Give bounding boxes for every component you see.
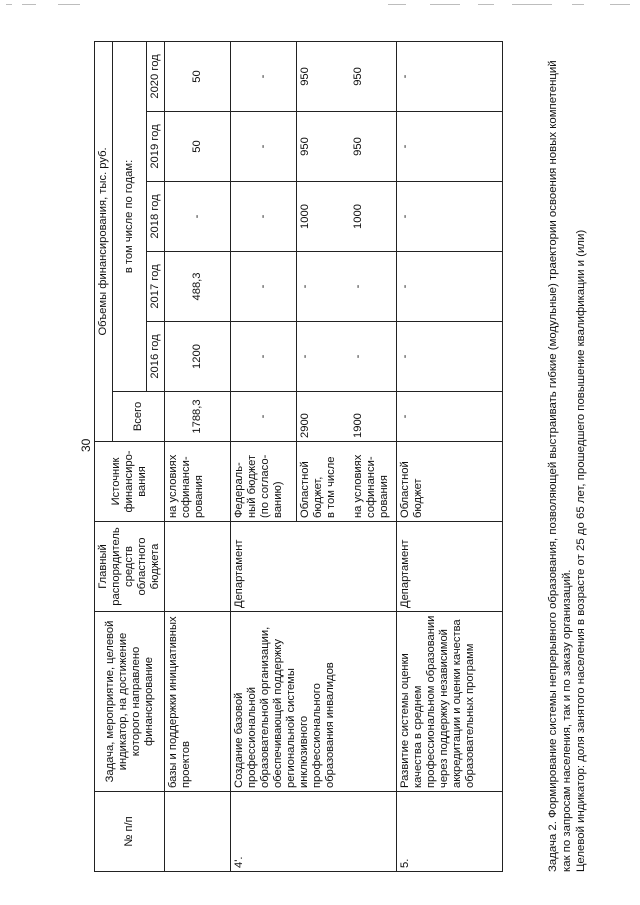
footer-text bbox=[547, 42, 588, 872]
cell-source: Областной бюджет bbox=[397, 442, 503, 522]
cell-2020-regional bbox=[297, 41, 397, 111]
table-row-5 bbox=[397, 41, 503, 871]
cell-total-regional bbox=[297, 392, 397, 442]
cell-2019: 50 bbox=[165, 112, 231, 182]
value: 950 bbox=[299, 67, 311, 86]
value: - bbox=[299, 354, 311, 359]
cell-task: Развитие системы оценки качества в среднем профессиональном образовании через поддержку независимой аккредитации и оценки качества образовательных программ bbox=[397, 612, 503, 792]
cell-2019: - bbox=[397, 112, 503, 182]
header-2016: 2016 год bbox=[147, 322, 165, 392]
cell-2020: - bbox=[231, 41, 297, 111]
header-2020: 2020 год bbox=[147, 41, 165, 111]
cell-2017-regional bbox=[297, 252, 397, 322]
page-number: 30 bbox=[79, 438, 93, 452]
source-line-3: на условиях софинанси-рования bbox=[352, 454, 390, 518]
cell-task: Создание базовой профессиональной образовательной организации, обеспечивающей поддержку региональной системы инклюзивного профессионального образования инвалидов bbox=[231, 612, 397, 792]
cell-2018: - bbox=[165, 182, 231, 252]
cell-2017: - bbox=[231, 252, 297, 322]
value: 1900 bbox=[352, 413, 364, 438]
cell-empty bbox=[165, 522, 231, 612]
value: 1000 bbox=[352, 204, 364, 229]
header-by-year: в том числе по годам: bbox=[113, 41, 147, 391]
header-manager: Главный распорядитель средств областного бюджета bbox=[95, 522, 165, 612]
cell-total: - bbox=[231, 392, 297, 442]
cell-2016: 1200 bbox=[165, 322, 231, 392]
value: 950 bbox=[352, 67, 364, 86]
header-row-1 bbox=[95, 41, 113, 871]
header-2017: 2017 год bbox=[147, 252, 165, 322]
table-row-4-federal bbox=[231, 41, 297, 871]
header-2018: 2018 год bbox=[147, 182, 165, 252]
header-volume: Объемы финансирования, тыс. руб. bbox=[95, 41, 113, 441]
cell-total: - bbox=[397, 392, 503, 442]
rotated-page-content bbox=[94, 42, 610, 872]
cell-manager: Департамент bbox=[231, 522, 397, 612]
cell-2018: - bbox=[231, 182, 297, 252]
value: 950 bbox=[352, 137, 364, 156]
cell-2019: - bbox=[231, 112, 297, 182]
value: 1000 bbox=[299, 204, 311, 229]
financing-table bbox=[94, 41, 503, 872]
cell-source: Федераль-ный бюджет (по согласо-ванию) bbox=[231, 442, 297, 522]
scan-edge-marks bbox=[0, 0, 640, 10]
source-line-2: в том числе bbox=[325, 456, 337, 518]
cell-2017: 488,3 bbox=[165, 252, 231, 322]
cell-2018: - bbox=[397, 182, 503, 252]
cell-manager: Департамент bbox=[397, 522, 503, 612]
target-indicator-text: Целевой индикатор: доля занятого населения в возрасте от 25 до 65 лет, прошедшего повышение квалификации и (или) bbox=[574, 229, 587, 872]
cell-2016: - bbox=[231, 322, 297, 392]
cell-task: базы и поддержки инициативных проектов bbox=[165, 612, 231, 792]
cell-num: 5. bbox=[397, 792, 503, 872]
value: - bbox=[299, 284, 311, 289]
cell-total: 1788,3 bbox=[165, 392, 231, 442]
cell-source: на условиях софинанси-рования bbox=[165, 442, 231, 522]
cell-2019-regional bbox=[297, 112, 397, 182]
value: - bbox=[352, 284, 364, 289]
table-row-continued bbox=[165, 41, 231, 871]
header-num: № п/п bbox=[95, 792, 165, 872]
cell-2017: - bbox=[397, 252, 503, 322]
cell-2018-regional bbox=[297, 182, 397, 252]
value: - bbox=[352, 354, 364, 359]
value: 950 bbox=[299, 137, 311, 156]
value: 2900 bbox=[299, 413, 311, 438]
cell-2016-regional bbox=[297, 322, 397, 392]
cell-source-regional bbox=[297, 442, 397, 522]
header-2019: 2019 год bbox=[147, 112, 165, 182]
source-line-1: Областной бюджет, bbox=[299, 461, 324, 518]
task-2-text: Задача 2. Формирование системы непрерывного образования, позволяющей выстраивать гибкие (модульные) траектории освоения новых компетенций как по запросам населения, так и по заказу организаций. bbox=[547, 60, 573, 872]
header-source: Источник финансиро-вания bbox=[95, 442, 165, 522]
header-task: Задача, мероприятие, целевой индикатор, на достижение которого направлено финансирование bbox=[95, 612, 165, 792]
cell-2020: 50 bbox=[165, 41, 231, 111]
cell-2016: - bbox=[397, 322, 503, 392]
header-total: Всего bbox=[113, 392, 165, 442]
cell-num: 4'. bbox=[231, 792, 397, 872]
cell-2020: - bbox=[397, 41, 503, 111]
cell-empty bbox=[165, 792, 231, 872]
